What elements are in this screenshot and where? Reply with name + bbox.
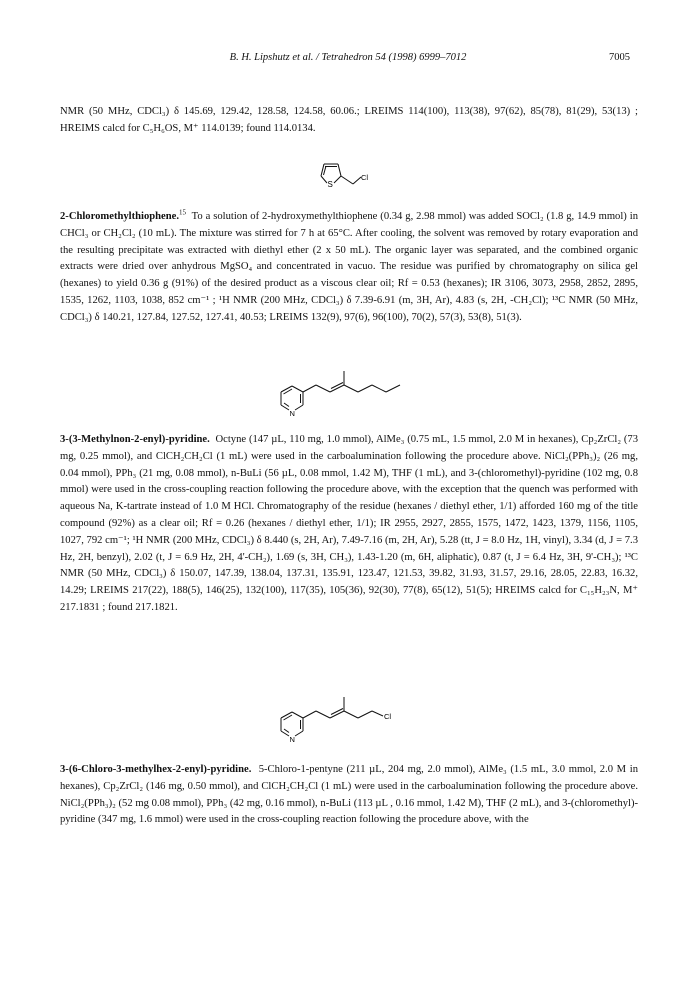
alkenyl-chain-2	[303, 697, 383, 718]
chloromethylhexenyl-pyridine-structure	[268, 688, 408, 746]
compound-3-procedure: 5-Chloro-1-pentyne (211 µL, 204 mg, 2.0 mmol), AlMe₃ (1.5 mL, 3.0 mmol, 2.0 M in hexanes), Cp₂ZrCl₂ (146 mg, 0.50 mmol), and ClCH₂CH₂Cl (1 mL) were used in the carboalumination following the procedure above. NiCl₂(PPh₃)₂ (52 mg 0.08 mmol), PPh₃ (42 mg, 0.16 mmol), n-BuLi (113 µL , 0.16 mmol, 1.42 M), THF (2 mL), and 3-(chloromethyl)-pyridine (347 mg, 1.6 mmol) were used in the cross-coupling reaction following the procedure above, with the	[60, 764, 638, 826]
compound-3-paragraph	[60, 762, 638, 829]
chloromethylthiophene-structure	[310, 156, 390, 192]
nitrogen-atom-label: N	[289, 735, 295, 744]
compound-1-reference: 15	[179, 208, 186, 217]
page-number: 7005	[609, 52, 630, 63]
alkenyl-chain-1	[303, 371, 400, 392]
compound-1-title: 2-Chloromethylthiophene.	[60, 211, 179, 222]
compound-3-title: 3-(6-Chloro-3-methylhex-2-enyl)-pyridine.	[60, 764, 252, 775]
pyridine-ring-2	[281, 712, 303, 736]
compound-2-paragraph	[60, 432, 638, 617]
pyridine-ring-1	[281, 386, 303, 410]
compound-1-procedure: To a solution of 2-hydroxymethylthiophene (0.34 g, 2.98 mmol) was added SOCl₂ (1.8 g, 14.9 mmol) in CHCl₃ or CH₂Cl₂ (10 mL). The mixture was stirred for 7 h at 65°C. After cooling, the solvent was removed by rotary evaporation and the resulting precipitate was extracted with diethyl ether (2 x 50 mL). The organic layer was separated, and the combined organic extracts were dried over anhydrous MgSO₄ and concentrated in vacuo. The residue was purified by chromatography on silica gel (hexanes) to yield 0.36 g (91%) of the desired product as a viscous clear oil; Rf = 0.53 (hexanes); IR 3106, 3073, 2958, 2852, 2895, 1535, 1262, 1103, 1038, 852 cm⁻¹ ; ¹H NMR (200 MHz, CDCl₃) δ 7.39-6.91 (m, 3H, Ar), 4.83 (s, 2H, -CH₂Cl); ¹³C NMR (50 MHz, CDCl₃) δ 140.21, 127.84, 127.52, 127.41, 40.53; LREIMS 132(9), 97(6), 96(100), 70(2), 57(3), 53(8), 51(3).	[60, 211, 638, 323]
nitrogen-atom-label: N	[289, 409, 295, 418]
compound-1-paragraph	[60, 209, 638, 327]
compound-2-procedure: Octyne (147 µL, 110 mg, 1.0 mmol), AlMe₃ (0.75 mL, 1.5 mmol, 2.0 M in hexanes), Cp₂ZrCl₂ (73 mg, 0.25 mmol), and ClCH₂CH₂Cl (1 mL) were used in the carboalumination following the procedure above. NiCl₂(PPh₃)₂ (26 mg, 0.04 mmol), PPh₃ (21 mg, 0.08 mmol), n-BuLi (56 µL, 0.08 mmol, 1.42 M), THF (1 mL), and 3-(chloromethyl)-pyridine (102 mg, 0.8 mmol) were used in the cross-coupling reaction following the procedure above, with the exception that the quench was performed with aqueous Na, K-tartrate instead of 1.0 M HCl. Chromatography of the residue (hexanes / diethyl ether, 1/1) afforded 160 mg of the title compound (92%) as a clear oil; Rf = 0.26 (hexanes / diethyl ether, 1/1); IR 2955, 2927, 2855, 1575, 1472, 1423, 1379, 1156, 1105, 1027, 792 cm⁻¹; ¹H NMR (200 MHz, CDCl₃) δ 8.440 (s, 2H, Ar), 7.49-7.16 (m, 2H, Ar), 5.28 (tt, J = 8.0 Hz, 1H, vinyl), 3.34 (d, J = 7.3 Hz, 2H, benzyl), 2.02 (t, J = 6.9 Hz, 2H, 4'-CH₂), 1.69 (s, 3H, CH₃), 1.43-1.20 (m, 6H, aliphatic), 0.87 (t, J = 6.4 Hz, 3H, 9'-CH₃); ¹³C NMR (50 MHz, CDCl₃) δ 150.07, 147.39, 138.04, 137.31, 135.91, 123.47, 121.53, 39.82, 31.93, 31.57, 29.16, 28.05, 22.83, 16.32, 14.29; LREIMS 217(22), 188(5), 146(25), 132(100), 117(35), 105(36), 92(30), 77(8), 65(12), 51(5); HREIMS calcd for C₁₅H₂₃N, M⁺ 217.1831 ; found 217.1821.	[60, 434, 638, 613]
sulfur-atom-label: S	[327, 180, 333, 189]
compound-2-title: 3-(3-Methylnon-2-enyl)-pyridine.	[60, 434, 210, 445]
chlorine-atom-label: Cl	[384, 712, 392, 721]
page-header	[60, 52, 636, 68]
running-head: B. H. Lipshutz et al. / Tetrahedron 54 (1998) 6999–7012	[229, 52, 467, 63]
chlorine-atom-label: Cl	[361, 173, 369, 182]
nmr-continuation-paragraph: NMR (50 MHz, CDCl₃) δ 145.69, 129.42, 128.58, 124.58, 60.06.; LREIMS 114(100), 113(38), 97(62), 85(78), 81(29), 53(13) ; HREIMS calcd for C₅H₆OS, M⁺ 114.0139; found 114.0134.	[60, 106, 638, 134]
methylnonenyl-pyridine-structure	[268, 362, 408, 420]
